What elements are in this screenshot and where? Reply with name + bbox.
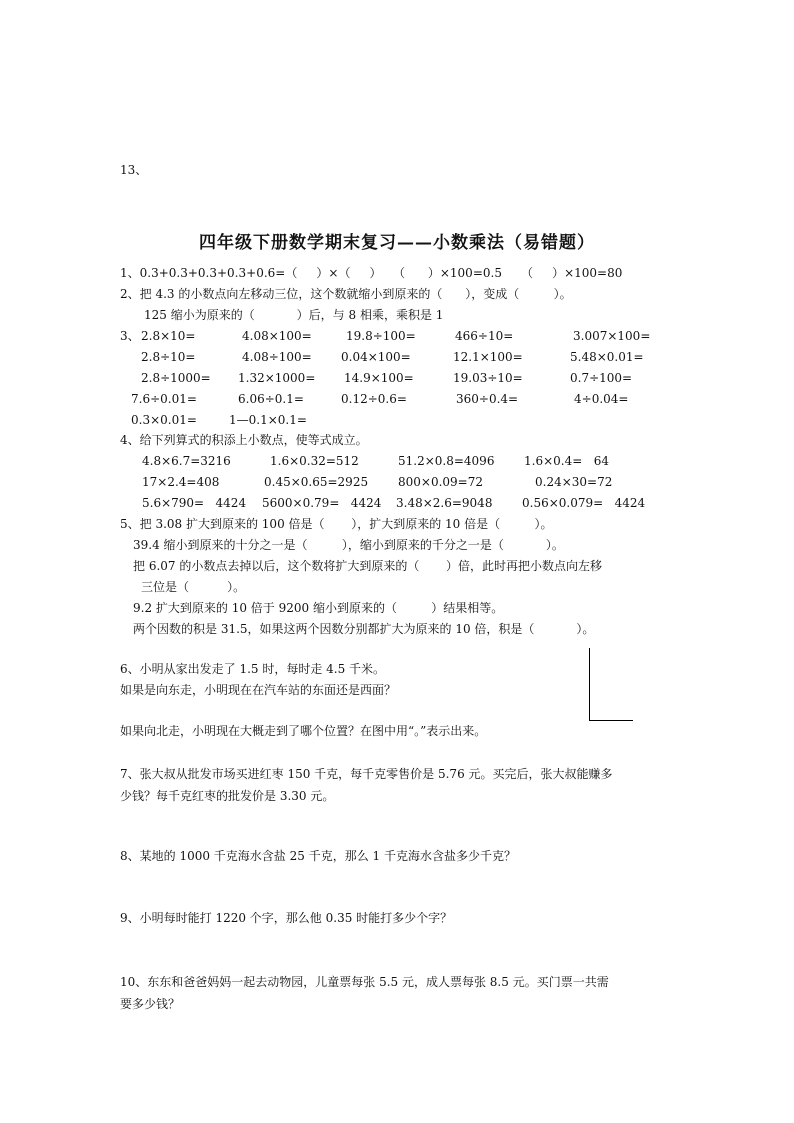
calc-cell: 2.8×10= bbox=[141, 329, 196, 343]
calc-cell: 0.3×0.01= bbox=[131, 413, 197, 427]
calc-cell: 1—0.1×0.1= bbox=[229, 413, 307, 427]
question-13-label: 13、 bbox=[120, 163, 148, 177]
calc-cell: 4.08÷100= bbox=[242, 350, 312, 364]
calc-cell: 2.8÷10= bbox=[141, 350, 196, 364]
question-5-line-1: 5、把 3.08 扩大到原来的 100 倍是（ ），扩大到原来的 10 倍是（ ）。 bbox=[120, 517, 553, 531]
east-axis-line bbox=[589, 720, 633, 721]
question-7-line-2: 少钱？每千克红枣的批发价是 3.30 元。 bbox=[120, 789, 335, 803]
calc-cell: 0.56×0.079= 4424 bbox=[522, 496, 646, 510]
question-4-title: 4、给下列算式的积添上小数点，使等式成立。 bbox=[120, 433, 368, 447]
calc-cell: 3.48×2.6=9048 bbox=[396, 496, 493, 510]
calc-cell: 360÷0.4= bbox=[456, 392, 519, 406]
question-8: 8、某地的 1000 千克海水含盐 25 千克，那么 1 千克海水含盐多少千克？ bbox=[120, 849, 516, 863]
calc-cell: 0.45×0.65=2925 bbox=[264, 475, 369, 489]
calc-cell: 4.08×100= bbox=[242, 329, 312, 343]
question-9: 9、小明每时能打 1220 个字，那么他 0.35 时能打多少个字？ bbox=[120, 911, 453, 925]
calc-cell: 5.6×790= 4424 bbox=[142, 496, 247, 510]
question-1: 1、0.3+0.3+0.3+0.3+0.6=（ ）×（ ） （ ）×100=0.5 （ ）×100=80 bbox=[120, 266, 623, 280]
question-6-line-2: 如果是向东走，小明现在在汽车站的东面还是西面？ bbox=[120, 683, 397, 697]
question-5-line-3: 把 6.07 的小数点去掉以后，这个数将扩大到原来的（ ）倍，此时再把小数点向左移 bbox=[133, 559, 603, 573]
question-10-line-2: 要多少钱？ bbox=[120, 997, 181, 1011]
calc-cell: 12.1×100= bbox=[453, 350, 523, 364]
north-axis-line bbox=[589, 648, 590, 720]
calc-cell: 17×2.4=408 bbox=[142, 475, 220, 489]
calc-cell: 19.8÷100= bbox=[346, 329, 416, 343]
calc-cell: 6.06÷0.1= bbox=[238, 392, 304, 406]
page-title: 四年级下册数学期末复习——小数乘法（易错题） bbox=[199, 233, 595, 253]
calc-cell: 4.8×6.7=3216 bbox=[142, 454, 231, 468]
calc-cell: 1.32×1000= bbox=[238, 371, 316, 385]
calc-cell: 14.9×100= bbox=[344, 371, 414, 385]
question-2-line-2: 125 缩小为原来的（ ）后，与 8 相乘，乘积是 1 bbox=[144, 308, 444, 322]
calc-cell: 466÷10= bbox=[455, 329, 514, 343]
question-6-line-3: 如果向北走，小明现在大概走到了哪个位置？在图中用“。”表示出来。 bbox=[120, 724, 487, 738]
question-10-line-1: 10、东东和爸爸妈妈一起去动物园，儿童票每张 5.5 元，成人票每张 8.5 元。买门票一共需 bbox=[120, 975, 609, 989]
calc-cell: 5600×0.79= 4424 bbox=[262, 496, 382, 510]
question-6-line-1: 6、小明从家出发走了 1.5 时，每时走 4.5 千米。 bbox=[120, 662, 386, 676]
position-diagram[interactable] bbox=[589, 648, 633, 720]
calc-cell: 1.6×0.32=512 bbox=[270, 454, 359, 468]
question-5-line-5: 9.2 扩大到原来的 10 倍于 9200 缩小到原来的（ ）结果相等。 bbox=[133, 601, 504, 615]
calc-cell: 0.04×100= bbox=[341, 350, 411, 364]
question-7-line-1: 7、张大叔从批发市场买进红枣 150 千克，每千克零售价是 5.76 元。买完后，张大叔能赚多 bbox=[120, 767, 613, 781]
calc-cell: 800×0.09=72 bbox=[398, 475, 484, 489]
calc-cell: 51.2×0.8=4096 bbox=[398, 454, 495, 468]
question-3-label: 3、 bbox=[120, 329, 140, 343]
calc-cell: 3.007×100= bbox=[573, 329, 651, 343]
calc-cell: 19.03÷10= bbox=[453, 371, 523, 385]
question-5-line-2: 39.4 缩小到原来的十分之一是（ ），缩小到原来的千分之一是（ ）。 bbox=[133, 538, 564, 552]
question-5-line-4: 三位是（ ）。 bbox=[141, 580, 246, 594]
question-2-line-1: 2、把 4.3 的小数点向左移动三位，这个数就缩小到原来的（ ），变成（ ）。 bbox=[120, 287, 572, 301]
calc-cell: 1.6×0.4= 64 bbox=[524, 454, 609, 468]
calc-cell: 0.24×30=72 bbox=[535, 475, 613, 489]
calc-cell: 4÷0.04= bbox=[574, 392, 629, 406]
question-5-line-6: 两个因数的积是 31.5，如果这两个因数分别都扩大为原来的 10 倍，积是（ ）。 bbox=[133, 622, 595, 636]
calc-cell: 0.12÷0.6= bbox=[341, 392, 407, 406]
calc-cell: 5.48×0.01= bbox=[570, 350, 644, 364]
calc-cell: 7.6÷0.01= bbox=[131, 392, 197, 406]
calc-cell: 2.8÷1000= bbox=[141, 371, 211, 385]
calc-cell: 0.7÷100= bbox=[570, 371, 633, 385]
